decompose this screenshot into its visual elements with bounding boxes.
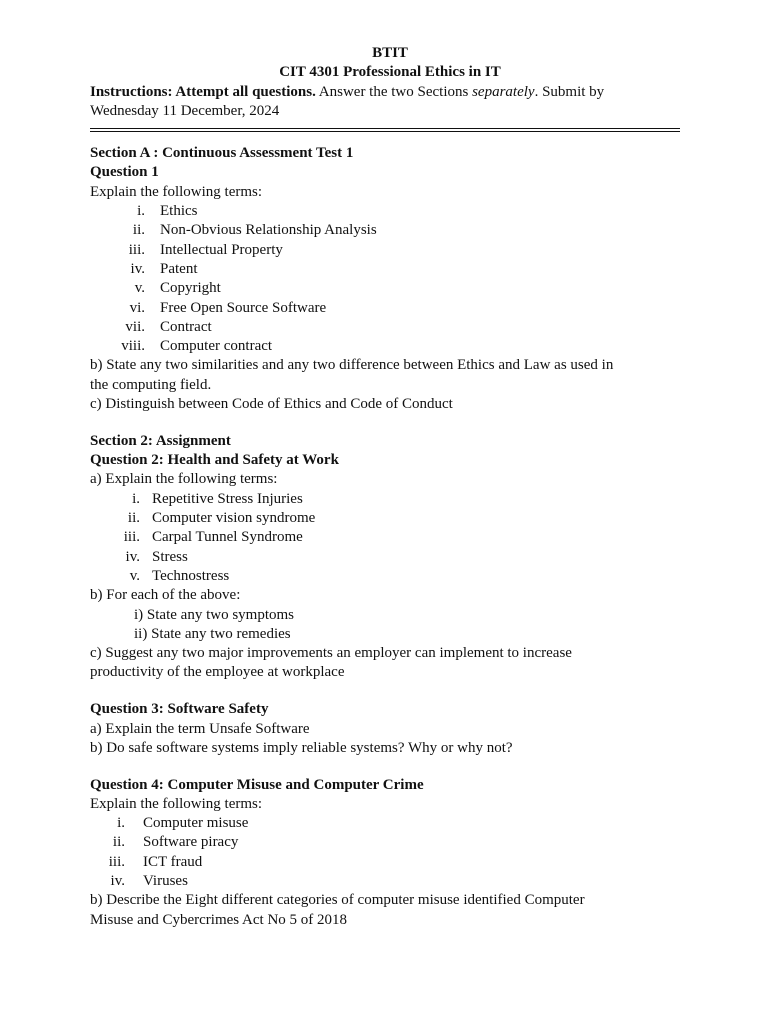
list-item: iv. Stress xyxy=(125,548,188,565)
question-1-prompt: Explain the following terms: xyxy=(90,183,263,200)
question-2-terms-list xyxy=(90,490,690,586)
list-item: i. Repetitive Stress Injuries xyxy=(132,490,303,507)
section-2-title: Section 2: Assignment xyxy=(90,432,231,449)
list-item: ii. Software piracy xyxy=(112,834,239,851)
question-2-part-c-cont: productivity of the employee at workplace xyxy=(90,664,345,681)
question-3-part-a: a) Explain the term Unsafe Software xyxy=(90,720,310,737)
list-item: iv. Viruses xyxy=(110,873,188,890)
question-2-title: Question 2: Health and Safety at Work xyxy=(90,452,339,469)
list-item: i. Computer misuse xyxy=(117,815,249,832)
instructions-deadline: Wednesday 11 December, 2024 xyxy=(90,102,280,119)
question-3-part-b: b) Do safe software systems imply reliable systems? Why or why not? xyxy=(90,739,513,756)
list-item: iv. Patent xyxy=(130,260,198,277)
list-item: vi. Free Open Source Software xyxy=(129,299,327,316)
question-2-part-b: b) For each of the above: xyxy=(90,587,241,604)
instructions-bold: Instructions: Attempt all questions. xyxy=(90,83,316,100)
question-1-part-b: b) State any two similarities and any two difference between Ethics and Law as used in xyxy=(90,357,614,374)
list-item: v. Copyright xyxy=(134,280,221,297)
list-item: v. Technostress xyxy=(129,567,230,584)
instructions-part1: Answer the two Sections xyxy=(315,83,473,100)
instructions xyxy=(90,83,690,102)
list-item: ii. Non-Obvious Relationship Analysis xyxy=(132,222,377,239)
list-item: iii. ICT fraud xyxy=(108,853,203,870)
question-2-part-b-i: i) State any two symptoms xyxy=(134,606,294,623)
question-2-part-c: c) Suggest any two major improvements an employer can implement to increase xyxy=(90,645,572,662)
question-1-part-c: c) Distinguish between Code of Ethics and Code of Conduct xyxy=(90,396,453,413)
list-item: i. Ethics xyxy=(137,203,198,220)
program-title: BTIT xyxy=(372,45,408,61)
question-4-part-b-cont: Misuse and Cybercrimes Act No 5 of 2018 xyxy=(90,911,348,928)
document-body xyxy=(90,44,690,930)
question-3-title: Question 3: Software Safety xyxy=(90,701,269,718)
list-item: viii. Computer contract xyxy=(121,338,273,355)
question-4-prompt: Explain the following terms: xyxy=(90,795,263,812)
question-4-terms-list xyxy=(90,814,690,891)
list-item: iii. Intellectual Property xyxy=(128,241,283,258)
question-4-part-b: b) Describe the Eight different categories of computer misuse identified Computer xyxy=(90,892,585,909)
section-a-title: Section A : Continuous Assessment Test 1 xyxy=(90,145,354,162)
list-item: ii. Computer vision syndrome xyxy=(127,510,316,527)
question-1-terms-list xyxy=(90,202,690,356)
course-title: CIT 4301 Professional Ethics in IT xyxy=(279,64,501,81)
instructions-italic: separately xyxy=(472,83,535,100)
question-2-part-b-ii: ii) State any two remedies xyxy=(134,625,291,642)
question-4-title: Question 4: Computer Misuse and Computer Crime xyxy=(90,776,424,793)
question-1-title: Question 1 xyxy=(90,164,159,181)
question-1-part-b-cont: the computing field. xyxy=(90,376,212,393)
double-rule-divider xyxy=(90,121,690,144)
question-2-prompt: a) Explain the following terms: xyxy=(90,471,278,488)
list-item: vii. Contract xyxy=(125,318,212,335)
instructions-part2: . Submit by xyxy=(534,83,605,100)
list-item: iii. Carpal Tunnel Syndrome xyxy=(123,529,303,546)
